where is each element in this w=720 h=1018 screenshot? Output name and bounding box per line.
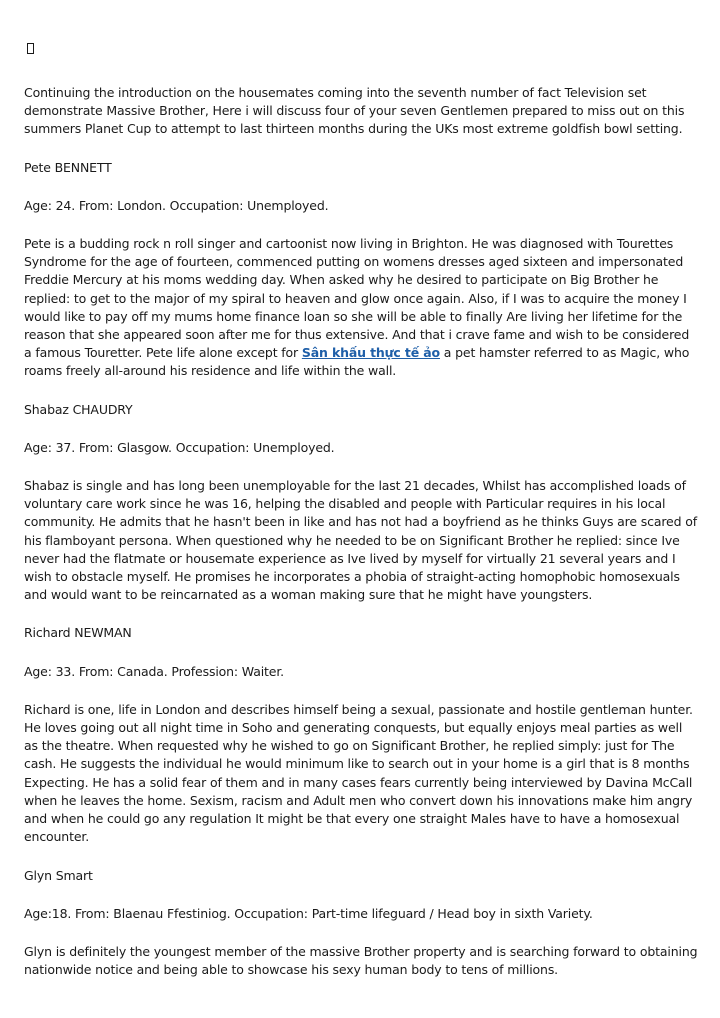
- bio-text-before-link: Pete is a budding rock n roll singer and cartoonist now living in Brighton. He was diagnosed with Tourettes Syndrome for the age of fourteen, commenced putting on womens dresses aged sixteen and impersonated Freddie Mercury at his moms wedding day. When asked why he desired to participate on Big Brother he replied: to get to the major of my spiral to heaven and glow once again. Also, if I was to acquire the money I would like to pay off my mums home finance loan so she will be able to finally Are living her lifetime for the reason that she appeared soon after me for thus extensive. And that i crave fame and wish to be considered a famous Touretter. Pete life alone except for: [24, 236, 690, 361]
- housemate-name: Pete BENNETT: [24, 159, 112, 175]
- housemate-bio: Glyn is definitely the youngest member of the massive Brother property and is searching forward to obtaining nationwide notice and being able to showcase his sexy human body to tens of millions.: [24, 943, 698, 978]
- housemate-name: Richard NEWMAN: [24, 625, 132, 641]
- intro-paragraph: Continuing the introduction on the housemates coming into the seventh number of fact Television set demonstrate Massive Brother, Here i will discuss four of your seven Gentlemen prepared to miss out on this summers Planet Cup to attempt to last thirteen months during the UKs most extreme goldfish bowl setting.: [24, 85, 685, 137]
- housemate-bio: [24, 235, 698, 381]
- document-body: [24, 40, 698, 999]
- housemate-bio: Richard is one, life in London and describes himself being a sexual, passionate and hostile gentleman hunter. He loves going out all night time in Soho and generating conquests, but equally enjoys meal parties as well as the theatre. When requested why he wished to go on Significant Brother, he replied simply: just for The cash. He suggests the individual he would minimum like to search out in your home is a girl that is 8 months Expecting. He has a solid fear of them and in many cases fears currently being interviewed by Davina McCall when he leaves the home. Sexism, racism and Adult men who convert down his innovations make him angry and when he could go any regulation It might be that every one straight Males have to have a homosexual encounter.: [24, 701, 693, 845]
- top-row: [24, 40, 698, 58]
- housemate-details: Age: 24. From: London. Occupation: Unemployed.: [24, 197, 329, 213]
- housemate-details: Age:18. From: Blaenau Ffestiniog. Occupation: Part-time lifeguard / Head boy in sixth Variety.: [24, 905, 593, 921]
- housemate-details: Age: 33. From: Canada. Profession: Waiter.: [24, 663, 285, 679]
- missing-glyph-box-icon: [27, 43, 34, 54]
- housemate-name: Glyn Smart: [24, 867, 93, 883]
- housemate-name: Shabaz CHAUDRY: [24, 401, 133, 417]
- bio-text-after-link: a pet hamster referred to as Magic, who roams freely all-around his residence and life within the wall.: [24, 345, 690, 379]
- housemate-details: Age: 37. From: Glasgow. Occupation: Unemployed.: [24, 439, 335, 455]
- inline-link[interactable]: Sân khấu thực tế ảo: [301, 345, 440, 361]
- housemate-bio: Shabaz is single and has long been unemployable for the last 21 decades, Whilst has accomplished loads of voluntary care work since he was 16, helping the disabled and people with Particular requires in his local community. He admits that he hasn't been in like and has not had a boyfriend as he thinks Guys are scared of his flamboyant persona. When questioned why he needed to be on Significant Brother he replied: since Ive never had the flatmate or housemate experience as Ive lived by myself for virtually 21 several years and I wish to obstacle myself. He promises he incorporates a phobia of straight-acting homophobic homosexuals and would want to be reincarnated as a woman making sure that he might have youngsters.: [24, 478, 697, 603]
